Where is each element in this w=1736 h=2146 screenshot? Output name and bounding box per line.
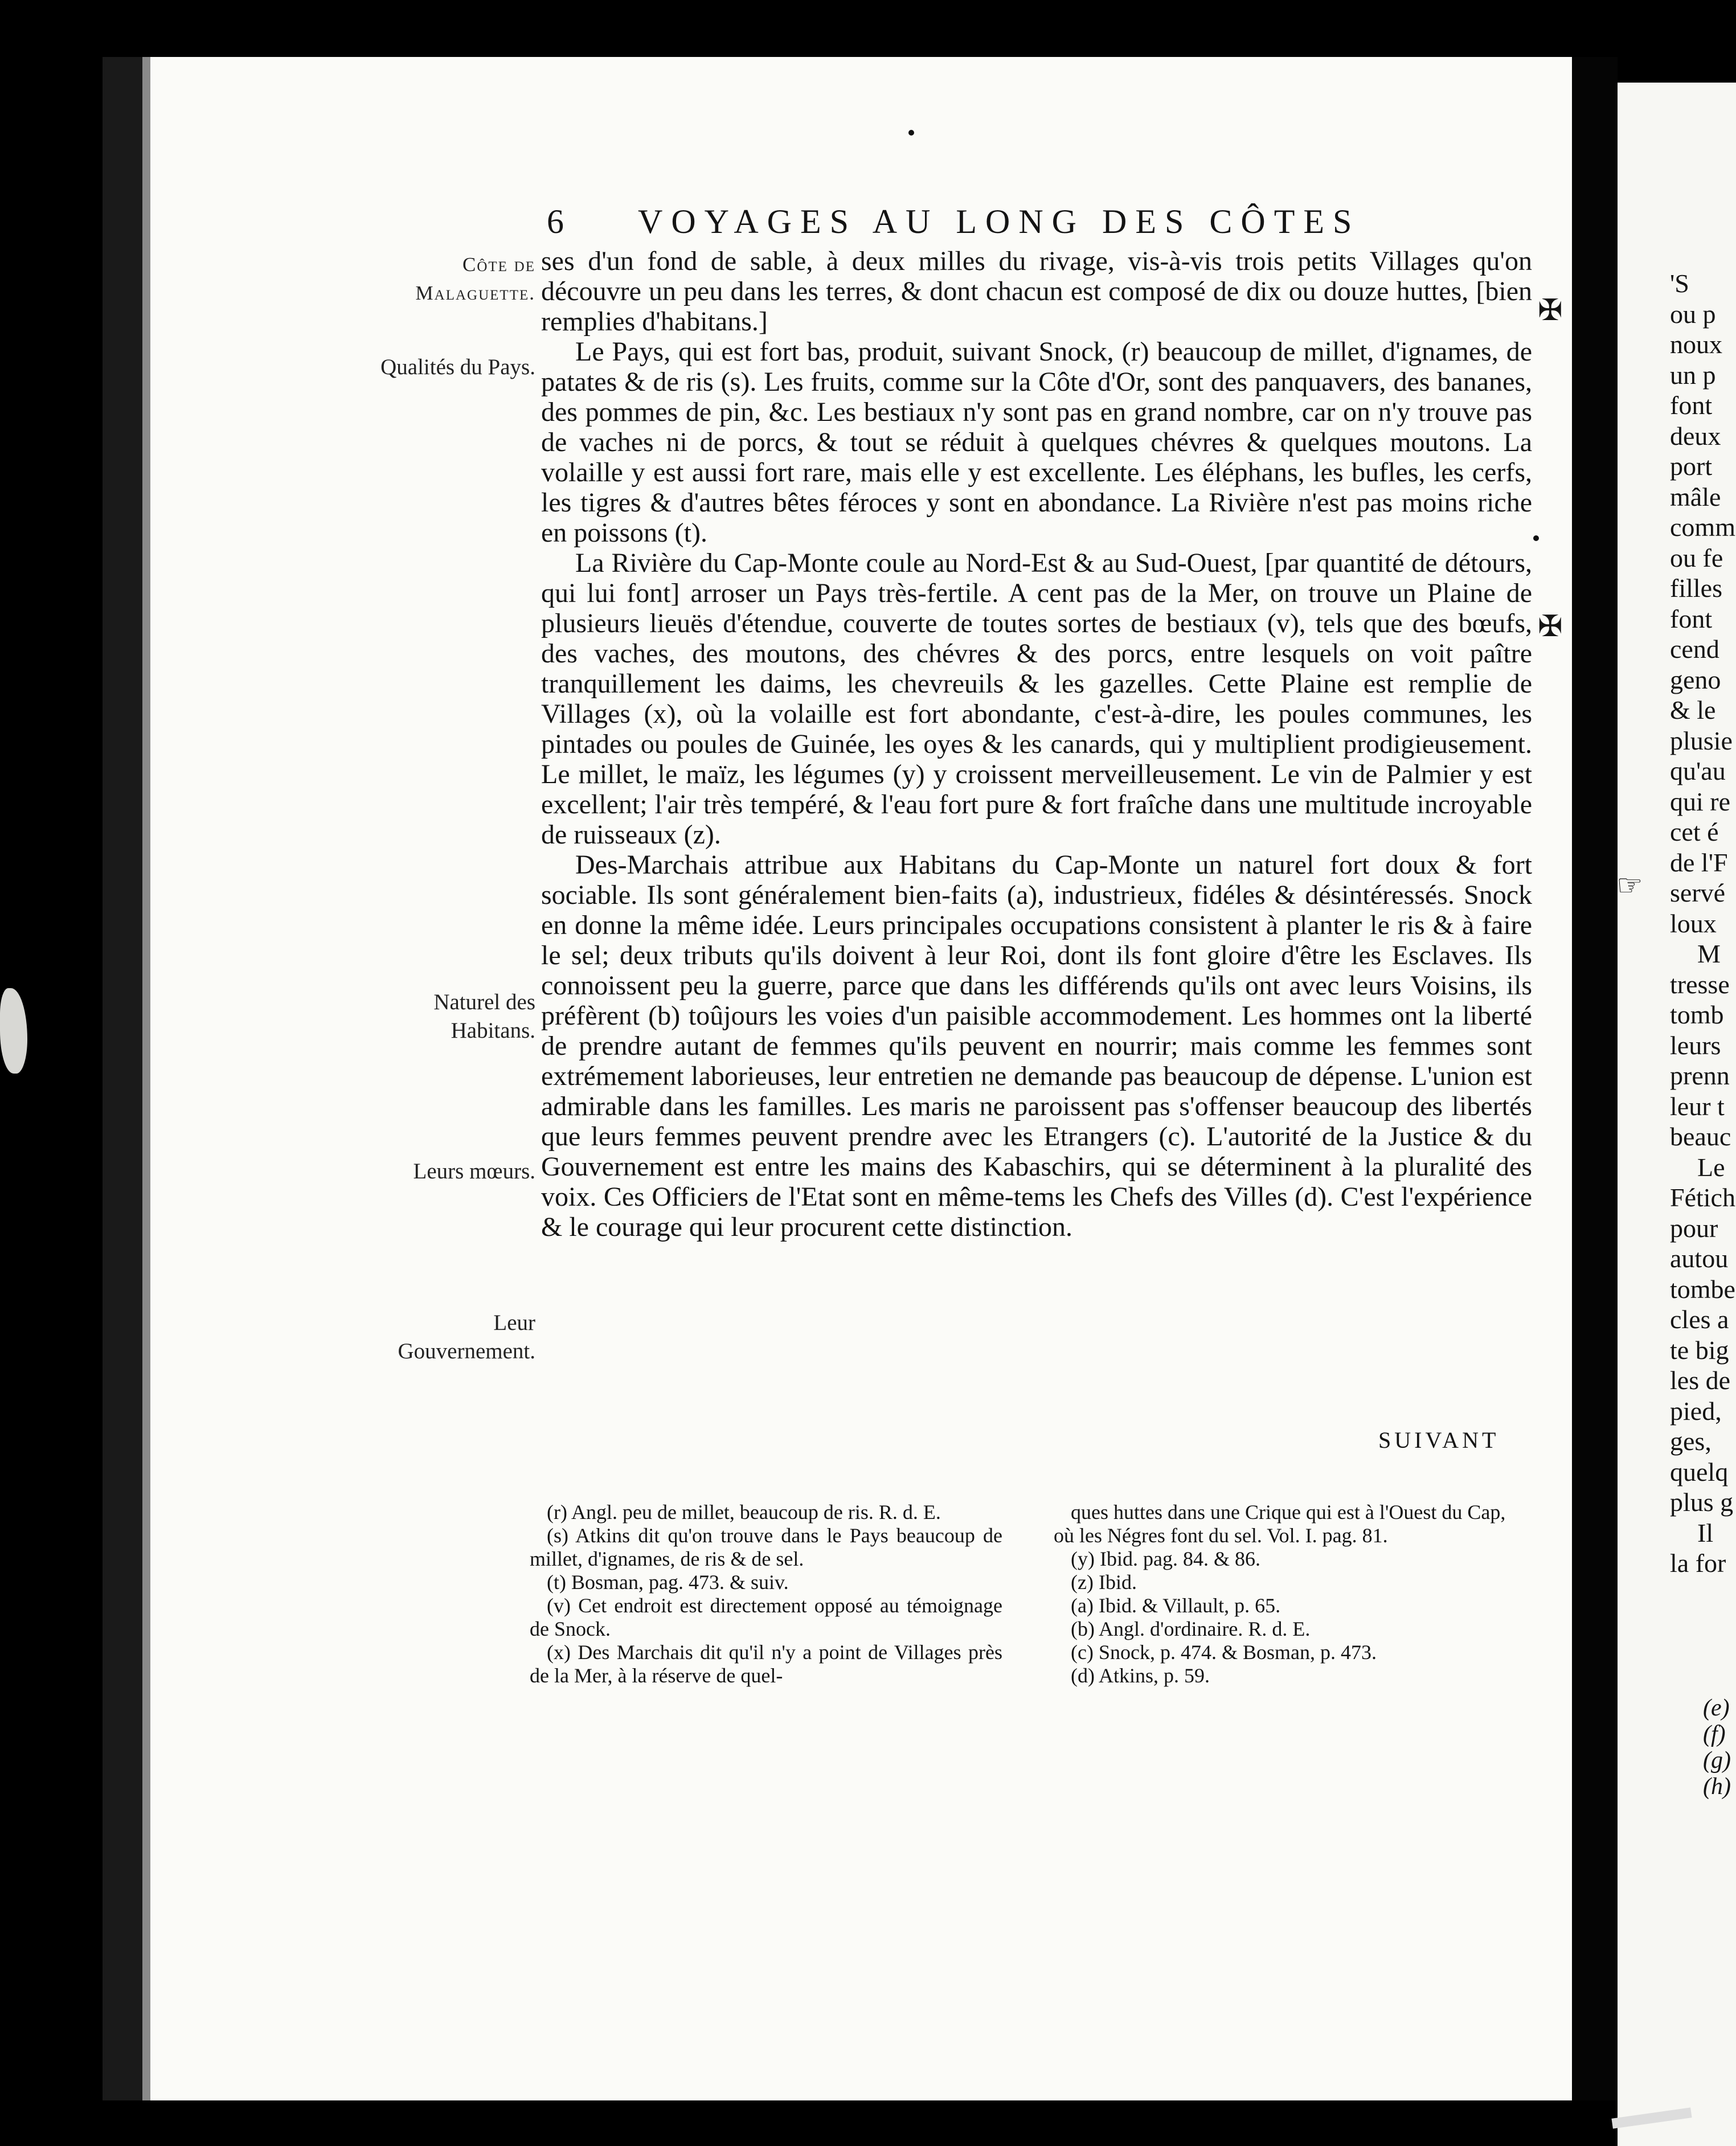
facing-page-line: la for — [1670, 1549, 1726, 1578]
facing-page-line: & le — [1670, 695, 1716, 724]
ink-dot — [908, 130, 914, 136]
facing-page-line: qui re — [1670, 787, 1731, 816]
facing-page-line: cend — [1670, 634, 1719, 664]
cross-marker-2: ✠ — [1538, 611, 1563, 643]
footnote-z: (z) Ibid. — [1071, 1571, 1137, 1594]
footnote-x-continued: ques huttes dans une Crique qui est à l'Ouest du Cap, où les Négres font du sel. Vol. I. pag. 81. — [1054, 1501, 1506, 1547]
facing-page-line: qu'au — [1670, 756, 1726, 785]
facing-page-line: mâle — [1670, 482, 1721, 511]
margin-note-gouvernement: Leur Gouvernement. — [398, 1310, 535, 1363]
facing-page-line: loux — [1670, 908, 1717, 938]
facing-page-edge — [1618, 83, 1736, 2146]
binding-edge — [142, 57, 150, 2100]
facing-page-line: Fétich — [1670, 1183, 1735, 1212]
facing-page-line: te big — [1670, 1335, 1729, 1365]
scan-blemish — [0, 988, 27, 1074]
facing-page-line: pied, — [1670, 1396, 1722, 1426]
footnotes-left-column — [530, 1501, 1002, 1688]
facing-page-line: prenn — [1670, 1061, 1730, 1090]
facing-page-line: comm — [1670, 513, 1735, 542]
footnote-v: (v) Cet endroit est directement opposé au témoignage de Snock. — [530, 1594, 1002, 1640]
book-binding — [103, 57, 142, 2100]
facing-page-line: deux — [1670, 421, 1721, 451]
facing-page-line: leurs — [1670, 1030, 1721, 1060]
margin-note-qualites: Qualités du Pays. — [380, 355, 535, 379]
facing-page-line: servé — [1670, 878, 1726, 907]
cross-marker-1: ✠ — [1538, 294, 1563, 327]
facing-page-line: noux — [1670, 330, 1722, 359]
facing-page-line: filles — [1670, 574, 1722, 603]
facing-page-line: geno — [1670, 665, 1721, 694]
facing-page-line: plus g — [1670, 1488, 1734, 1517]
facing-page-footnote-mark: (h) — [1703, 1774, 1731, 1800]
facing-page-line: de l'F — [1670, 847, 1728, 877]
facing-page-line: tresse — [1670, 969, 1730, 999]
margin-note-naturel: Naturel des Habitans. — [433, 990, 535, 1043]
hand-marker: ☞ — [1616, 870, 1643, 902]
footnote-x: (x) Des Marchais dit qu'il n'y a point de Villages près de la Mer, à la réserve de quel- — [530, 1641, 1002, 1687]
paragraph-2: Le Pays, qui est fort bas, produit, suivant Snock, (r) beaucoup de millet, d'ignames, de patates & de ris (s). Les fruits, comme sur la Côte d'Or, sont des panquavers, des bananes, des pommes de pin, &c. Les bestiaux n'y sont pas en grand nombre, car on n'y trouve pas de vaches ni de porcs, & tout se réduit à quelques chévres & quelques moutons. La volaille y est aussi fort rare, mais elle y est excellente. Les éléphans, les bufles, les cerfs, les tigres & d'autres bêtes féroces y sont en abondance. La Rivière n'est pas moins riche en poissons (t). — [541, 337, 1532, 548]
facing-page-line: quelq — [1670, 1457, 1729, 1486]
facing-page-line: Le — [1697, 1152, 1725, 1182]
paragraph-4: Des-Marchais attribue aux Habitans du Cap-Monte un naturel fort doux & fort sociable. Ils sont généralement bien-faits (a), industrieux, fidéles & désintéressés. Snock en donne la même idée. Leurs principales occupations consistent à planter le ris & à faire le sel; deux tributs qu'ils doivent à leur Roi, dont ils font gloire d'être les Esclaves. Ils connoissent peu la guerre, parce que dans les différends qu'ils ont avec leurs Voisins, ils préfèrent (b) toûjours les voies d'un paisible accommodement. Les hommes ont la liberté de prendre autant de femmes qu'ils peuvent en nourrir; mais comme les femmes sont extrémement laborieuses, leur entretien ne demande pas beaucoup de dépense. L'union est admirable dans les familles. Les maris ne paroissent pas s'offenser beaucoup des libertés que leurs femmes peuvent prendre avec les Etrangers (c). L'autorité de la Justice & du Gouvernement est entre les mains des Kabaschirs, qui se déterminent à la pluralité des voix. Ces Officiers de l'Etat sont en même-tems les Chefs des Villes (d). C'est l'expérience & le courage qui leur procurent cette distinction. — [541, 850, 1532, 1242]
facing-page-line: port — [1670, 452, 1713, 481]
facing-page-line: un p — [1670, 360, 1716, 390]
ink-dot — [1533, 535, 1539, 541]
footnote-y: (y) Ibid. pag. 84. & 86. — [1071, 1547, 1260, 1570]
catchword: SUIVANT — [1378, 1427, 1500, 1453]
footnote-b: (b) Angl. d'ordinaire. R. d. E. — [1071, 1617, 1311, 1640]
facing-page-line: ou p — [1670, 299, 1716, 329]
page-gutter — [1572, 57, 1618, 2100]
facing-page-line: font — [1670, 391, 1713, 420]
facing-page-line: ges, — [1670, 1427, 1712, 1456]
facing-page-line: cet é — [1670, 817, 1719, 846]
footnote-a: (a) Ibid. & Villault, p. 65. — [1071, 1594, 1281, 1617]
page-header — [547, 202, 1481, 242]
facing-page-line: M — [1697, 939, 1721, 968]
facing-page-line: leur t — [1670, 1091, 1725, 1121]
running-title: VOYAGES AU LONG DES CÔTES — [638, 203, 1361, 240]
facing-page-line: beauc — [1670, 1122, 1731, 1151]
facing-page-line: 'S — [1670, 269, 1689, 298]
facing-page-line: pour — [1670, 1213, 1718, 1243]
facing-page-line: tombe — [1670, 1274, 1735, 1304]
facing-page-line: font — [1670, 604, 1713, 633]
facing-page-line: les de — [1670, 1366, 1731, 1395]
facing-page-line: ou fe — [1670, 543, 1723, 572]
footnote-r: (r) Angl. peu de millet, beaucoup de ris. R. d. E. — [547, 1501, 941, 1524]
facing-page-line: autou — [1670, 1244, 1729, 1273]
paragraph-3: La Rivière du Cap-Monte coule au Nord-Est & au Sud-Ouest, [par quantité de détours, qui lui font] arroser un Pays très-fertile. A cent pas de la Mer, on trouve un Plaine de plusieurs lieuës d'étendue, couverte de toutes sortes de bestiaux (v), tels que des bœufs, des vaches, des moutons, des chévres & des porcs, entre lesquels on voit paître tranquillement les daims, les chevreuils & les gazelles. Cette Plaine est remplie de Villages (x), où la volaille est fort abondante, c'est-à-dire, les poules communes, les pintades ou poules de Guinée, les oyes & les canards, qui y multiplient prodigieusement. Le millet, le maïz, les légumes (y) y croissent merveilleusement. Le vin de Palmier y est excellent; l'air très tempéré, & l'eau fort pure & fort fraîche dans une multitude incroyable de ruisseaux (z). — [541, 548, 1532, 850]
facing-page-line: Il — [1697, 1518, 1714, 1547]
footnote-s: (s) Atkins dit qu'on trouve dans le Pays beaucoup de millet, d'ignames, de ris & de sel. — [530, 1524, 1002, 1570]
footnote-t: (t) Bosman, pag. 473. & suiv. — [547, 1571, 789, 1594]
footnotes-right-column — [1054, 1501, 1526, 1688]
facing-page-line: cles a — [1670, 1305, 1729, 1334]
facing-page-footnote-mark: (e) — [1703, 1695, 1730, 1721]
footnote-d: (d) Atkins, p. 59. — [1071, 1664, 1210, 1687]
page-number: 6 — [547, 203, 564, 240]
facing-page-footnote-mark: (f) — [1703, 1721, 1726, 1747]
facing-page-line: plusie — [1670, 726, 1733, 755]
facing-page-line: tomb — [1670, 1000, 1724, 1029]
paragraph-1: ses d'un fond de sable, à deux milles du rivage, vis-à-vis trois petits Villages qu'on découvre un peu dans les terres, & dont chacun est composé de dix ou douze huttes, [bien remplies d'habitans.] — [541, 246, 1532, 337]
facing-page-footnote-mark: (g) — [1703, 1747, 1731, 1774]
margin-note-moeurs: Leurs mœurs. — [413, 1159, 535, 1183]
footnote-c: (c) Snock, p. 474. & Bosman, p. 473. — [1071, 1641, 1377, 1664]
main-text — [541, 246, 1532, 1242]
margin-note-cote: Côte de Malaguette. — [415, 253, 535, 304]
